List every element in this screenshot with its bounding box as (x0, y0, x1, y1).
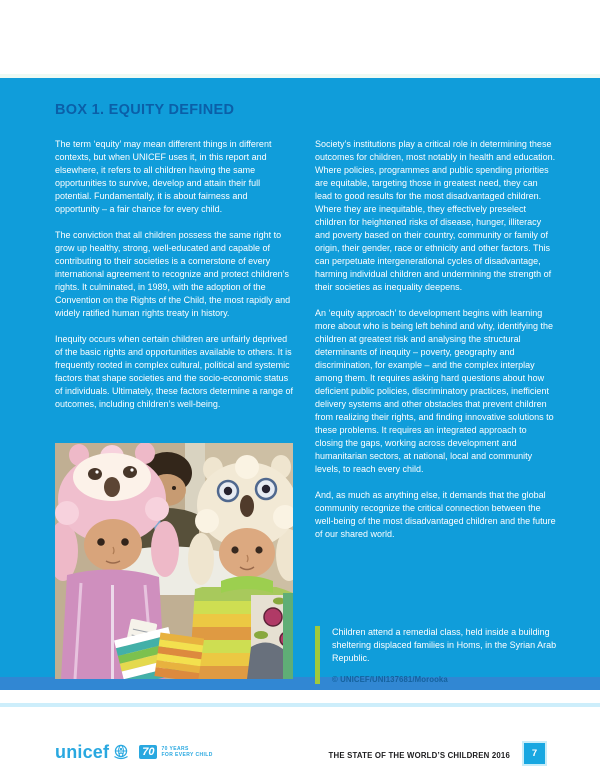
70-years-mark (139, 745, 213, 759)
paragraph: The term ‘equity’ may mean different things in different contexts, but when UNICEF uses it, in this report and elsewhere, it refers to all children having the same opportunities to survive, develop and attain their full potential. Fundamentally, it is about fairness and opportunity – a fair chance for every child. (55, 139, 272, 214)
photo-caption: Children attend a remedial class, held inside a building sheltering displaced families in Homs, in the Syrian Arab Republic. (332, 627, 557, 663)
box-title: BOX 1. EQUITY DEFINED (55, 102, 235, 118)
left-column (55, 138, 293, 424)
paragraph: Inequity occurs when certain children are unfairly deprived of the basic rights and opportunities available to others. It is frequently rooted in complex cultural, political and systemic factors that shape societies and the socio-economic status of individuals. Ultimately, these factors determine a range of outcomes, including children’s well-being. (55, 334, 293, 409)
paragraph: The conviction that all children possess the same right to grow up healthy, strong, well-educated and capable of contributing to their societies is a cornerstone of every international agreement to recognize and protect children’s rights. It culminated, in 1989, with the adoption of the Convention on the Rights of the Child, the most rapidly and widely ratified human rights treaty in history. (55, 230, 291, 318)
right-column (315, 138, 556, 554)
report-title: THE STATE OF THE WORLD’S CHILDREN 2016 (328, 751, 510, 760)
footer (0, 707, 600, 776)
paragraph: Society’s institutions play a critical role in determining these outcomes for children, most notably in health and education. Where policies, programmes and public spending priorities are equitable, targeting those in greatest need, they can lead to good results for the most disadvantaged children. Where they are inequitable, they effectively preselect children for heightened risks of disease, hunger, illiteracy and poverty based on their country, community or family of origin, their gender, race or ethnicity and other factors. This can perpetuate intergenerational cycles of disadvantage, harming individual children and undermining the strength of their societies as inequality deepens. (315, 139, 556, 292)
equity-defined-box (0, 78, 600, 690)
unicef-wordmark: unicef (55, 742, 110, 762)
photo-credit: © UNICEF/UNI137681/Morooka (332, 675, 448, 684)
unicef-globe-icon (112, 743, 130, 761)
photo-caption-block (315, 626, 565, 684)
70-badge: 70 (139, 745, 157, 759)
paragraph: And, as much as anything else, it demands that the global community recognize the critical connection between the well-being of the most disadvantaged children and the future of our shared world. (315, 490, 556, 539)
children-photo (55, 443, 293, 679)
unicef-logo (55, 743, 213, 761)
page-number-badge: 7 (524, 743, 545, 764)
paragraph: An ‘equity approach’ to development begins with learning more about who is being left behind and why, identifying the children at greatest risk and analysing the structural determinants of inequity – poverty, geography and discrimination, for example – and the complex interplay among them. It requires asking hard questions about how deficient public policies, discriminatory practices, inefficient delivery systems and other obstacles that prevent children from realizing their rights, and finding innovative solutions to these problems. It requires an integrated approach to closing the gaps, working across development and humanitarian sectors, at national, local and community levels, to reach every child. (315, 308, 554, 474)
anniversary-text: 70 YEARS FOR EVERY CHILD (161, 746, 213, 758)
